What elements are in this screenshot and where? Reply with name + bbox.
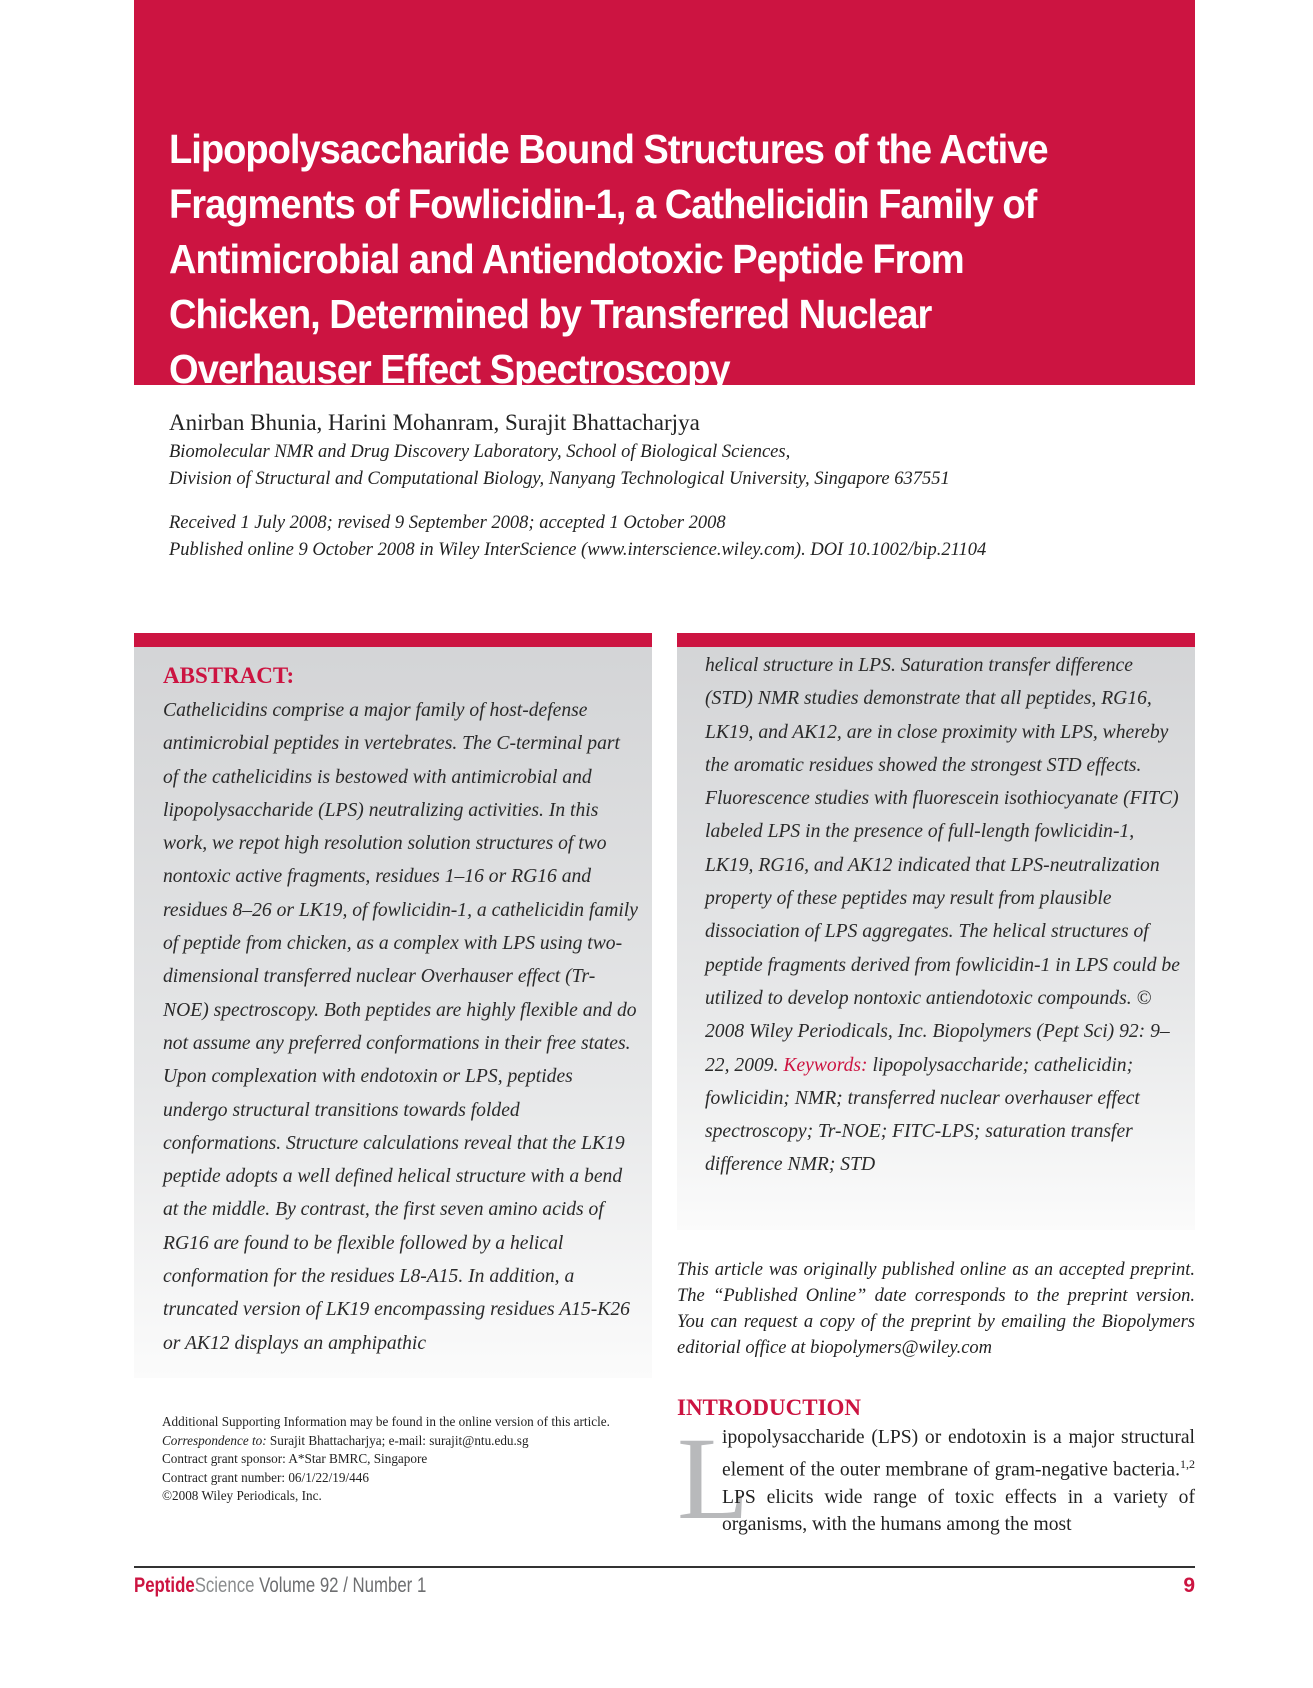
received-dates: Received 1 July 2008; revised 9 September 2008; accepted 1 October 2008 [169,513,726,533]
journal-footer [134,1574,426,1598]
drop-cap-letter: L [677,1413,750,1544]
volume-issue: Volume 92 / Number 1 [254,1574,427,1597]
journal-name-part2: Science [194,1574,255,1597]
keywords-label: Keywords: [783,1054,868,1076]
intro-text-part1: ipopolysaccharide (LPS) or endotoxin is a major structural element of the outer membrane of gram-negative bacteria. [722,1427,1195,1481]
footer-rule [134,1566,1195,1568]
abstract-text-left: Cathelicidins comprise a major family of host-defense antimicrobial peptides in vertebrates. The C-terminal part of the cathelicidins is bestowed with antimicrobial and lipopolysaccharide (LPS) neutralizing activities. In this work, we repot high resolution solution structures of two nontoxic active fragments, residues 1–16 or RG16 and residues 8–26 or LK19, of fowlicidin-1, a cathelicidin family of peptide from chicken, as a complex with LPS using two-dimensional transferred nuclear Overhauser effect (Tr-NOE) spectroscopy. Both peptides are highly flexible and do not assume any preferred conformations in their free states. Upon complexation with endotoxin or LPS, peptides undergo structural transitions towards folded conformations. Structure calculations reveal that the LK19 peptide adopts a well defined helical structure with a bend at the middle. By contrast, the first seven amino acids of RG16 are found to be flexible followed by a helical conformation for the residues L8-A15. In addition, a truncated version of LK19 encompassing residues A15-K26 or AK12 displays an amphipathic [163,700,638,1354]
abstract-continuation: helical structure in LPS. Saturation transfer difference (STD) NMR studies demonstrate that all peptides, RG16, LK19, and AK12, are in close proximity with LPS, whereby the aromatic residues showed the strongest STD effects. Fluorescence studies with fluorescein isothiocyanate (FITC) labeled LPS in the presence of full-length fowlicidin-1, LK19, RG16, and AK12 indicated that LPS-neutralization property of these peptides may result from plausible dissociation of LPS aggregates. The helical structures of peptide fragments derived from fowlicidin-1 in LPS could be utilized to develop nontoxic antiendotoxic compounds. © 2008 Wiley Periodicals, Inc. Biopolymers (Pept Sci) 92: 9–22, 2009. [705,655,1180,1076]
panel-accent-bar [677,633,1195,647]
supporting-info-note: Additional Supporting Information may be found in the online version of this article. [162,1414,610,1429]
abstract-heading: ABSTRACT: [163,663,295,688]
article-title: Lipopolysaccharide Bound Structures of the Active Fragments of Fowlicidin-1, a Cathelicidin Family of Antimicrobial and Antiendotoxic Peptide From Chicken, Determined by Transferred Nuclear Overhauser Effect Spectroscopy [169,126,1048,392]
abstract-text-right [705,649,1185,1182]
intro-text-part2: LPS elicits wide range of toxic effects in a variety of organisms, with the humans among the most [722,1486,1195,1535]
journal-name-part1: Peptide [134,1574,195,1597]
grant-sponsor: Contract grant sponsor: A*Star BMRC, Singapore [162,1451,428,1466]
page-number: 9 [1183,1574,1195,1597]
affiliation-line-2: Division of Structural and Computational Biology, Nanyang Technological University, Singapore 637551 [169,469,950,489]
introduction-text [722,1424,1195,1538]
correspondence-label: Correspondence to: [162,1432,267,1448]
grant-number: Contract grant number: 06/1/22/19/446 [162,1469,369,1485]
citation-superscript: 1,2 [1180,1457,1195,1471]
affiliation-line-1: Biomolecular NMR and Drug Discovery Laboratory, School of Biological Sciences, [169,442,791,462]
preprint-note: This article was originally published online as an accepted preprint. The “Published Online” date corresponds to the preprint version. You can request a copy of the preprint by emailing the Biopolymers editorial office at biopolymers@wiley.com [677,1260,1195,1358]
author-list: Anirban Bhunia, Harini Mohanram, Surajit Bhattacharjya [169,410,700,435]
copyright-notice: ©2008 Wiley Periodicals, Inc. [162,1488,322,1503]
abstract-panel-right [677,633,1195,1230]
introduction-heading: INTRODUCTION [677,1395,862,1420]
abstract-panel-left [134,633,652,1378]
panel-accent-bar [134,633,652,647]
publication-info: Published online 9 October 2008 in Wiley InterScience (www.interscience.wiley.com). DOI 10.1002/bip.21104 [169,540,987,560]
title-banner [134,0,1195,392]
correspondence-line [162,1432,652,1451]
correspondence-contact: Surajit Bhattacharjya; e-mail: surajit@ntu.edu.sg [269,1432,529,1448]
footnotes [162,1413,652,1506]
keywords-list: lipopolysaccharide; cathelicidin; fowlicidin; NMR; transferred nuclear overhauser effect spectroscopy; Tr-NOE; FITC-LPS; saturation transfer difference NMR; STD [705,1054,1140,1176]
